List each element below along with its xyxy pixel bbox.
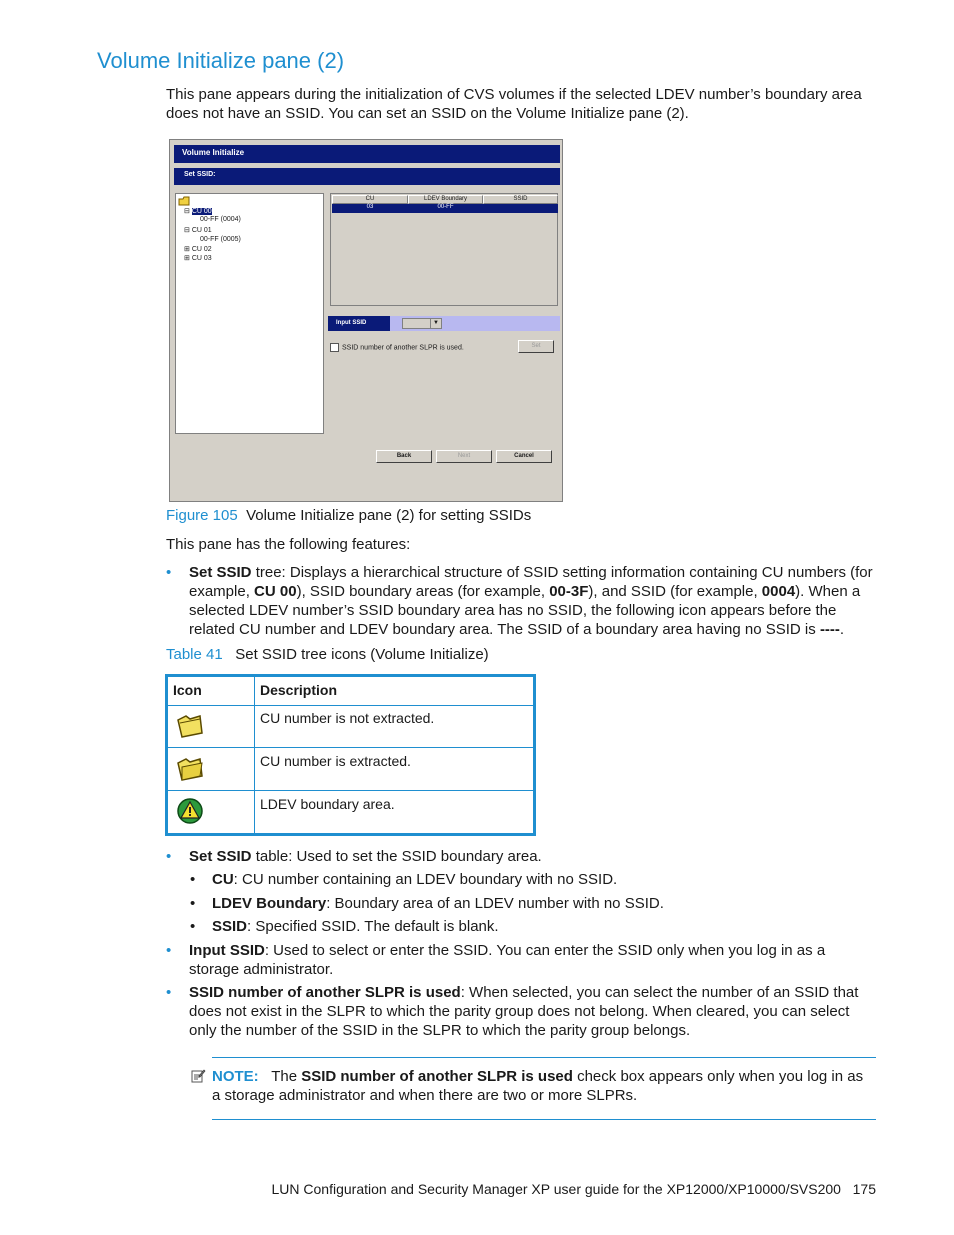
page-footer: LUN Configuration and Security Manager XP user guide for the XP12000/XP10000/SVS200 175 xyxy=(271,1181,876,1197)
features-intro: This pane has the following features: xyxy=(166,536,411,553)
another-slpr-checkbox[interactable]: SSID number of another SLPR is used. xyxy=(330,343,464,352)
set-button[interactable]: Set xyxy=(518,340,554,353)
set-ssid-bar xyxy=(174,168,560,185)
input-ssid-label: Input SSID xyxy=(328,316,390,331)
bullet-set-ssid-table: • Set SSID table: Used to set the SSID boundary area. xyxy=(166,848,542,865)
col-cu[interactable]: CU xyxy=(332,195,408,204)
header-icon: Icon xyxy=(173,682,202,698)
ssid-table xyxy=(330,193,558,306)
folder-open-icon xyxy=(176,754,204,782)
folder-root-icon xyxy=(178,196,190,206)
cell-ssid xyxy=(483,204,558,213)
table-row[interactable] xyxy=(332,204,558,213)
set-ssid-label: Set SSID: xyxy=(184,171,216,178)
note-bottom-rule xyxy=(212,1119,876,1120)
page-heading: Volume Initialize pane (2) xyxy=(97,48,345,73)
cell-ldev-boundary: 00-FF xyxy=(437,204,454,210)
page-number: 175 xyxy=(852,1181,876,1197)
cancel-button[interactable]: Cancel xyxy=(496,450,552,463)
tree-node-cu03[interactable]: ⊞ CU 03 xyxy=(184,255,212,262)
desc-row-1: CU number is not extracted. xyxy=(260,710,435,726)
ldev-boundary-icon xyxy=(176,797,204,825)
figure-caption: Figure 105 Volume Initialize pane (2) for setting SSIDs xyxy=(166,507,532,524)
col-ldev-boundary[interactable]: LDEV Boundary xyxy=(408,195,483,204)
intro-paragraph: This pane appears during the initialization of CVS volumes if the selected LDEV number’s boundary area does not have an SSID. You can set an SSID on the Volume Initialize pane (2). xyxy=(166,86,862,122)
back-button[interactable]: Back xyxy=(376,450,432,463)
ssid-table-header xyxy=(332,195,558,204)
screenshot-title: Volume Initialize xyxy=(182,148,245,157)
note-top-rule xyxy=(212,1057,876,1058)
tree-node-cu01[interactable]: ⊟ CU 01 xyxy=(184,227,212,234)
tree-node-boundary-1[interactable]: 00-FF (0004) xyxy=(200,216,241,223)
ssid-tree[interactable] xyxy=(175,193,324,434)
table-caption: Table 41 Set SSID tree icons (Volume Initialize) xyxy=(166,646,489,663)
note-icon xyxy=(190,1068,206,1084)
bullet-another-slpr: • SSID number of another SLPR is used: When selected, you can select the number of an SSID that does not exist in the SLPR to which the parity group does not belong. When cleared, you can select only the number of the SSID in the SLPR to which the parity group belongs. xyxy=(166,984,859,1039)
desc-row-3: LDEV boundary area. xyxy=(260,796,395,812)
header-description: Description xyxy=(260,682,338,698)
note-text: NOTE: The SSID number of another SLPR is used check box appears only when you log in as a storage administrator and when there are two or more SLPRs. xyxy=(212,1068,864,1104)
folder-closed-icon xyxy=(176,711,204,739)
tree-node-boundary-2[interactable]: 00-FF (0005) xyxy=(200,236,241,243)
desc-row-2: CU number is extracted. xyxy=(260,753,411,769)
bullet-dot: • xyxy=(166,564,172,581)
input-ssid-select[interactable] xyxy=(402,318,442,329)
col-ssid[interactable]: SSID xyxy=(483,195,558,204)
screenshot-titlebar xyxy=(174,145,560,163)
input-ssid-bar xyxy=(328,316,560,331)
cell-cu: 03 xyxy=(366,204,374,210)
tree-node-cu00[interactable]: ⊟ CU 00 xyxy=(184,208,212,215)
bullet-input-ssid: • Input SSID: Used to select or enter the SSID. You can enter the SSID only when you log in as a storage administrator. xyxy=(166,942,826,978)
bullet-set-ssid-tree: • Set SSID tree: Displays a hierarchical structure of SSID setting information containing CU numbers (for example, CU 00), SSID boundary areas (for example, 00-3F), and SSID (for example, 0004). When a selected LDEV number’s SSID boundary area has no SSID, the following icon appears before the related CU number and LDEV boundary area. The SSID of a boundary area having no SSID is ----. xyxy=(166,564,873,638)
chevron-down-icon[interactable]: ▼ xyxy=(430,319,441,328)
next-button[interactable]: Next xyxy=(436,450,492,463)
volume-initialize-screenshot xyxy=(169,139,563,502)
icon-table xyxy=(165,674,536,836)
checkbox-box[interactable] xyxy=(330,343,339,352)
tree-node-cu02[interactable]: ⊞ CU 02 xyxy=(184,246,212,253)
